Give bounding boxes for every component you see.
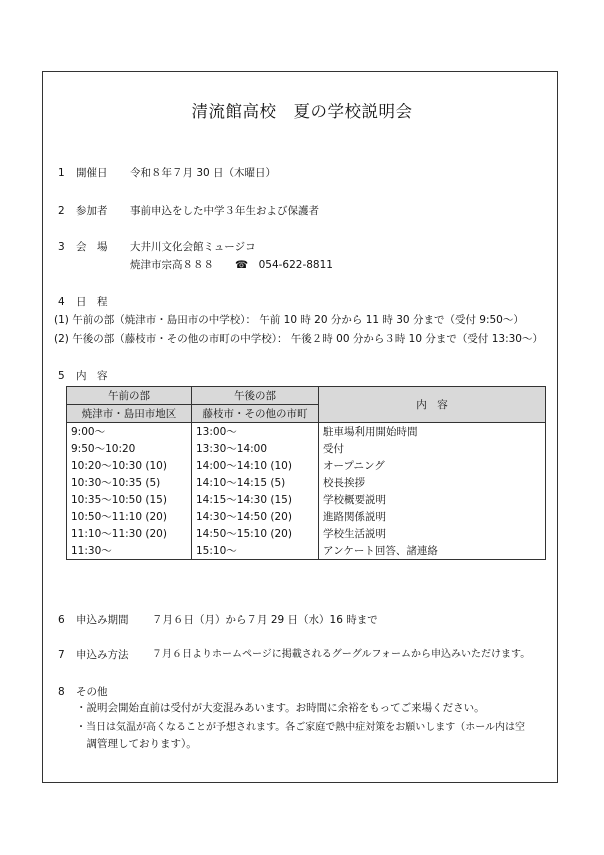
schedule-table [66, 386, 546, 560]
cell-content: 学校生活説明 [319, 525, 546, 542]
cell-am: 10:35～10:50 (15) [67, 491, 192, 508]
item-label-other: その他 [76, 686, 108, 698]
item-number: 8 [58, 686, 65, 698]
cell-content: オープニング [319, 457, 546, 474]
cell-pm: 14:10～14:15 (5) [192, 474, 319, 491]
cell-content: 駐車場利用開始時間 [319, 423, 546, 441]
item-value-date: 令和８年７月 30 日（木曜日） [130, 167, 277, 179]
page-title: 清流館高校 夏の学校説明会 [191, 102, 413, 121]
cell-am: 9:50～10:20 [67, 440, 192, 457]
cell-am: 10:50～11:10 (20) [67, 508, 192, 525]
cell-pm: 14:30～14:50 (20) [192, 508, 319, 525]
cell-content: 進路関係説明 [319, 508, 546, 525]
item-value-participants: 事前申込をした中学３年生および保護者 [130, 205, 319, 217]
cell-content: 受付 [319, 440, 546, 457]
schedule-line-pm: (2) 午後の部（藤枝市・その他の市町の中学校）： 午後２時 00 分から３時 10 分まで（受付 13:30～） [54, 333, 543, 345]
table-row [67, 525, 546, 542]
item-label-schedule: 日 程 [76, 296, 108, 308]
note-line: ・当日は気温が高くなることが予想されます。各ご家庭で熱中症対策をお願いします（ホール内は空 [76, 722, 525, 733]
cell-pm: 14:50～15:10 (20) [192, 525, 319, 542]
table-row [67, 491, 546, 508]
table-row [67, 474, 546, 491]
schedule-line-am: (1) 午前の部（焼津市・島田市の中学校）： 午前 10 時 20 分から 11 時 30 分まで（受付 9:50～） [54, 314, 524, 326]
item-number: 2 [58, 205, 65, 217]
table-row [67, 542, 546, 560]
item-label-period: 申込み期間 [76, 614, 129, 626]
header-am: 午前の部 [67, 387, 192, 405]
cell-am: 10:20～10:30 (10) [67, 457, 192, 474]
cell-pm: 13:30～14:00 [192, 440, 319, 457]
item-number: 3 [58, 241, 65, 253]
cell-content: 学校概要説明 [319, 491, 546, 508]
cell-am: 11:10～11:30 (20) [67, 525, 192, 542]
item-number: 5 [58, 370, 65, 382]
note-line: ・説明会開始直前は受付が大変混みあいます。お時間に余裕をもってご来場ください。 [76, 702, 485, 714]
table-row [67, 423, 546, 441]
header-pm: 午後の部 [192, 387, 319, 405]
cell-content: アンケート回答、諸連絡 [319, 542, 546, 560]
table-row [67, 508, 546, 525]
table-row [67, 457, 546, 474]
item-label-venue: 会 場 [76, 241, 108, 253]
subheader-pm: 藤枝市・その他の市町 [192, 405, 319, 423]
cell-content: 校長挨拶 [319, 474, 546, 491]
item-value-period: ７月６日（月）から７月 29 日（水）16 時まで [152, 614, 378, 626]
cell-am: 10:30～10:35 (5) [67, 474, 192, 491]
header-content: 内 容 [319, 387, 546, 423]
item-label-participants: 参加者 [76, 205, 108, 217]
note-line: 調管理しております）。 [76, 738, 197, 750]
item-label-method: 申込み方法 [76, 649, 129, 661]
item-number: 6 [58, 614, 65, 626]
item-label-content: 内 容 [76, 370, 108, 382]
item-number: 4 [58, 296, 65, 308]
subheader-am: 焼津市・島田市地区 [67, 405, 192, 423]
cell-pm: 15:10～ [192, 542, 319, 560]
cell-pm: 14:15～14:30 (15) [192, 491, 319, 508]
item-label-date: 開催日 [76, 167, 108, 179]
item-value-method: ７月６日よりホームページに掲載されるグーグルフォームから申込みいただけます。 [152, 649, 531, 660]
item-number: 1 [58, 167, 65, 179]
cell-pm: 14:00～14:10 (10) [192, 457, 319, 474]
item-value-venue: 大井川文化会館ミュージコ [130, 241, 256, 253]
cell-am: 9:00～ [67, 423, 192, 441]
item-number: 7 [58, 649, 65, 661]
cell-am: 11:30～ [67, 542, 192, 560]
table-row [67, 440, 546, 457]
cell-pm: 13:00～ [192, 423, 319, 441]
item-value-venue-address: 焼津市宗高８８８ ☎ 054-622-8811 [130, 259, 333, 271]
